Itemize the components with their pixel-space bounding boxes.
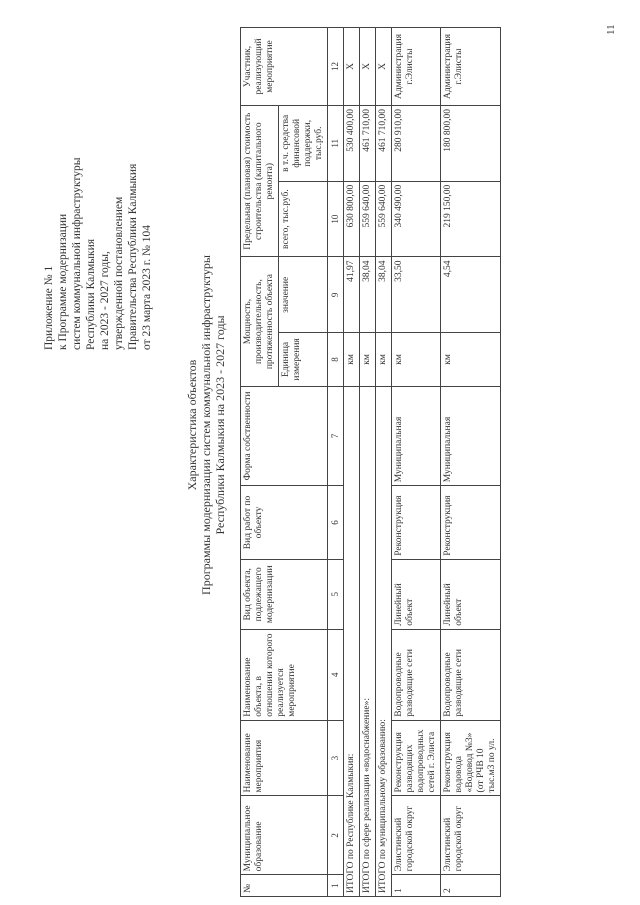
appendix-line: утвержденной постановлением — [113, 196, 125, 350]
column-number: 11 — [328, 105, 344, 181]
ownership-cell: Муниципальная — [441, 386, 501, 486]
summary-total: 559 640,00 — [376, 181, 392, 257]
summary-unit: км — [360, 333, 376, 386]
summary-unit: км — [376, 333, 392, 386]
header-cell: Муниципальное образование — [241, 796, 328, 875]
appendix-line: Республики Калмыкия — [85, 238, 97, 350]
column-number: 2 — [328, 796, 344, 875]
column-number: 5 — [328, 559, 344, 629]
column-number: 12 — [328, 28, 344, 106]
header-cell: Вид работ по объекту — [241, 486, 328, 560]
header-cell: Вид объекта, подлежащего модернизации — [241, 559, 328, 629]
summary-label: ИТОГО по сфере реализации «водоснабжение»: — [360, 386, 376, 896]
summary-value: 41,97 — [344, 257, 360, 333]
column-number: 7 — [328, 386, 344, 486]
summary-support: 461 710,00 — [360, 105, 376, 181]
document-title — [185, 115, 227, 735]
summary-unit: км — [344, 333, 360, 386]
table-row — [441, 28, 501, 897]
appendix-line: от 23 марта 2023 г. № 104 — [141, 224, 153, 350]
summary-participant: Х — [344, 28, 360, 106]
summary-label: ИТОГО по Республике Калмыкия: — [344, 386, 360, 896]
column-number: 9 — [328, 257, 344, 333]
table-row — [392, 28, 441, 897]
column-number: 8 — [328, 333, 344, 386]
work-type-cell: Реконструкция — [441, 486, 501, 560]
column-number: 6 — [328, 486, 344, 560]
title-line: Программы модернизации систем коммунальной инфраструктуры — [199, 255, 213, 595]
header-cell: Участник, реализующий мероприятие — [241, 28, 328, 106]
object-name-cell: Водопроводные разводящие сети — [441, 629, 501, 720]
object-name-cell: Водопроводные разводящие сети — [392, 629, 441, 720]
appendix-line: Правительства Республики Калмыкия — [127, 163, 139, 350]
support-cell: 280 910,00 — [392, 105, 441, 181]
header-cell: Единица измерения — [279, 333, 328, 386]
value-cell: 33,50 — [392, 257, 441, 333]
summary-row — [360, 28, 376, 897]
unit-cell: км — [392, 333, 441, 386]
header-cell: Форма собственности — [241, 386, 328, 486]
header-cell: значение — [279, 257, 328, 333]
appendix-line: на 2023 - 2027 годы, — [99, 251, 111, 350]
object-type-cell: Линейный объект — [392, 559, 441, 629]
summary-participant: Х — [360, 28, 376, 106]
header-cell: Наименование мероприятия — [241, 720, 328, 796]
header-cell: Мощность, производительность, протяженность объекта — [241, 257, 279, 386]
ownership-cell: Муниципальная — [392, 386, 441, 486]
title-line: Республики Калмыкия на 2023 - 2027 годы — [213, 315, 227, 535]
summary-support: 530 400,00 — [344, 105, 360, 181]
work-type-cell: Реконструкция — [392, 486, 441, 560]
header-cell: Предельная (плановая) стоимость строительства (капитального ремонта) — [241, 105, 279, 257]
measure-cell: Реконструкция разводящих водопроводных сетей г. Элиста — [392, 720, 441, 796]
summary-label: ИТОГО по муниципальному образованию: — [376, 386, 392, 896]
column-number: 10 — [328, 181, 344, 257]
column-number-row — [328, 28, 344, 897]
appendix-line: систем коммунальной инфраструктуры — [71, 157, 83, 350]
summary-row — [376, 28, 392, 897]
table-header-row — [241, 28, 279, 897]
header-cell: № — [241, 875, 328, 897]
summary-total: 559 640,00 — [360, 181, 376, 257]
participant-cell: Администрация г.Элисты — [441, 28, 501, 106]
support-cell: 180 800,00 — [441, 105, 501, 181]
summary-total: 630 800,00 — [344, 181, 360, 257]
municipality-cell: Элистинский городской округ — [392, 796, 441, 875]
total-cost-cell: 340 490,00 — [392, 181, 441, 257]
unit-cell: км — [441, 333, 501, 386]
objects-table — [240, 27, 501, 897]
summary-support: 461 710,00 — [376, 105, 392, 181]
page-number: 11 — [605, 24, 617, 35]
header-cell: всего, тыс.руб. — [279, 181, 328, 257]
row-number: 2 — [441, 875, 501, 897]
summary-value: 38,04 — [376, 257, 392, 333]
municipality-cell: Элистинский городской округ — [441, 796, 501, 875]
appendix-line: к Программе модернизации — [57, 213, 69, 350]
object-type-cell: Линейный объект — [441, 559, 501, 629]
measure-cell: Реконструкция водовода «Водовод №3» (от РЧВ 10 тыс.м3 по ул. — [441, 720, 501, 796]
header-cell: Наименование объекта, в отношении которого реализуется мероприятие — [241, 629, 328, 720]
column-number: 4 — [328, 629, 344, 720]
participant-cell: Администрация г.Элисты — [392, 28, 441, 106]
title-line: Характеристика объектов — [185, 359, 199, 491]
appendix-block — [42, 50, 154, 350]
appendix-line: Приложение № 1 — [43, 265, 55, 350]
summary-value: 38,04 — [360, 257, 376, 333]
header-cell: в т.ч. средства финансовой поддержки, тыс.руб. — [279, 105, 328, 181]
row-number: 1 — [392, 875, 441, 897]
total-cost-cell: 219 150,00 — [441, 181, 501, 257]
column-number: 1 — [328, 875, 344, 897]
value-cell: 4,54 — [441, 257, 501, 333]
summary-row — [344, 28, 360, 897]
column-number: 3 — [328, 720, 344, 796]
summary-participant: Х — [376, 28, 392, 106]
